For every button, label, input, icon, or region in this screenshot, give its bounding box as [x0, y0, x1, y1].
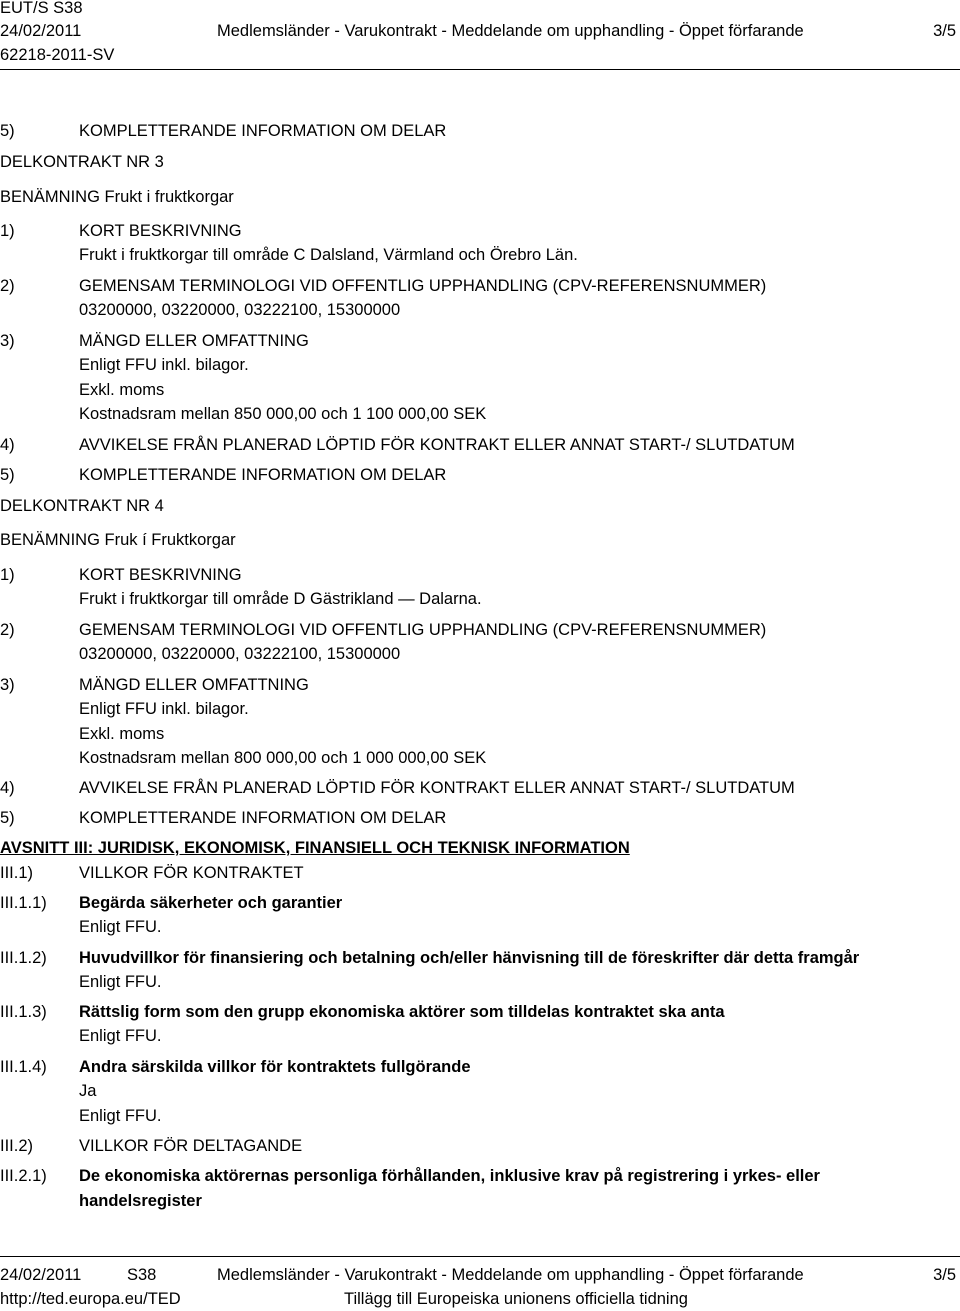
footer-series: S38 [127, 1266, 157, 1284]
iii11-title: Begärda säkerheter och garantier [79, 894, 343, 912]
iii1-number: III.1) [0, 864, 34, 882]
iii11-text: Enligt FFU. [79, 918, 162, 936]
lot3-s5-title: KOMPLETTERANDE INFORMATION OM DELAR [79, 122, 447, 140]
iii13-number: III.1.3) [0, 1003, 47, 1021]
iii12-text: Enligt FFU. [79, 973, 162, 991]
footer-url-link[interactable]: http://ted.europa.eu/TED [0, 1290, 181, 1308]
lot4-s3-line1: Enligt FFU inkl. bilagor. [79, 700, 249, 718]
lot3-number: DELKONTRAKT NR 3 [0, 153, 164, 171]
lot3-s2-number: 2) [0, 277, 15, 295]
lot4-s1-text: Frukt i fruktkorgar till område D Gästrikland — Dalarna. [79, 590, 482, 608]
iii14-title: Andra särskilda villkor för kontraktets fullgörande [79, 1058, 471, 1076]
iii14-line2: Enligt FFU. [79, 1107, 162, 1125]
lot3-s2-text: 03200000, 03220000, 03222100, 15300000 [79, 301, 401, 319]
lot4-s3-line2: Exkl. moms [79, 725, 165, 743]
lot4-s2-number: 2) [0, 621, 15, 639]
iii21-title-line1: De ekonomiska aktörernas personliga förhållanden, inklusive krav på registrering i yrkes- eller [79, 1167, 820, 1185]
iii2-title: VILLKOR FÖR DELTAGANDE [79, 1137, 303, 1155]
lot4-s4-title: AVVIKELSE FRÅN PLANERAD LÖPTID FÖR KONTRAKT ELLER ANNAT START-/ SLUTDATUM [79, 779, 795, 797]
iii12-title: Huvudvillkor för finansiering och betalning och/eller hänvisning till de föreskrifter där detta framgår [79, 949, 860, 967]
lot3-s3-title: MÄNGD ELLER OMFATTNING [79, 332, 309, 350]
lot3-s5-number: 5) [0, 122, 15, 140]
header-title: Medlemsländer - Varukontrakt - Meddelande om upphandling - Öppet förfarande [217, 22, 804, 40]
lot4-s4-number: 4) [0, 779, 15, 797]
footer-title: Medlemsländer - Varukontrakt - Meddelande om upphandling - Öppet förfarande [217, 1266, 804, 1284]
header-page-number: 3/5 [933, 22, 956, 40]
iii21-title-line2: handelsregister [79, 1192, 202, 1210]
lot3-s3-line1: Enligt FFU inkl. bilagor. [79, 356, 249, 374]
lot3-s1-text: Frukt i fruktkorgar till område C Dalsland, Värmland och Örebro Län. [79, 246, 578, 264]
header-notice-id: 62218-2011-SV [0, 46, 115, 64]
footer-date: 24/02/2011 [0, 1266, 82, 1284]
lot4-s2-text: 03200000, 03220000, 03222100, 15300000 [79, 645, 401, 663]
iii13-title: Rättslig form som den grupp ekonomiska aktörer som tilldelas kontraktet ska anta [79, 1003, 725, 1021]
lot4-number: DELKONTRAKT NR 4 [0, 497, 164, 515]
lot3-s4-number: 4) [0, 436, 15, 454]
footer-publication: Tillägg till Europeiska unionens officiella tidning [344, 1290, 688, 1308]
footer-page-number: 3/5 [933, 1266, 956, 1284]
lot4-s3-line3: Kostnadsram mellan 800 000,00 och 1 000 000,00 SEK [79, 749, 487, 767]
iii1-title: VILLKOR FÖR KONTRAKTET [79, 864, 304, 882]
iii13-text: Enligt FFU. [79, 1027, 162, 1045]
iii12-number: III.1.2) [0, 949, 47, 967]
iii2-number: III.2) [0, 1137, 34, 1155]
lot4-s5-title: KOMPLETTERANDE INFORMATION OM DELAR [79, 809, 447, 827]
lot3-s3-number: 3) [0, 332, 15, 350]
lot4-s3-number: 3) [0, 676, 15, 694]
header-journal: EUT/S S38 [0, 0, 83, 17]
iii11-number: III.1.1) [0, 894, 47, 912]
lot3-s5b-title: KOMPLETTERANDE INFORMATION OM DELAR [79, 466, 447, 484]
iii14-number: III.1.4) [0, 1058, 47, 1076]
footer-rule [0, 1256, 960, 1257]
lot4-s5-number: 5) [0, 809, 15, 827]
iii21-number: III.2.1) [0, 1167, 47, 1185]
header-rule [0, 69, 960, 70]
lot3-s4-title: AVVIKELSE FRÅN PLANERAD LÖPTID FÖR KONTRAKT ELLER ANNAT START-/ SLUTDATUM [79, 436, 795, 454]
lot3-s3-line3: Kostnadsram mellan 850 000,00 och 1 100 000,00 SEK [79, 405, 487, 423]
lot4-s3-title: MÄNGD ELLER OMFATTNING [79, 676, 309, 694]
lot3-name: BENÄMNING Frukt i fruktkorgar [0, 188, 234, 206]
lot3-s1-title: KORT BESKRIVNING [79, 222, 242, 240]
lot4-name: BENÄMNING Fruk í Fruktkorgar [0, 531, 236, 549]
section3-heading: AVSNITT III: JURIDISK, EKONOMISK, FINANSIELL OCH TEKNISK INFORMATION [0, 839, 630, 857]
lot3-s5b-number: 5) [0, 466, 15, 484]
lot3-s1-number: 1) [0, 222, 15, 240]
lot4-s2-title: GEMENSAM TERMINOLOGI VID OFFENTLIG UPPHANDLING (CPV-REFERENSNUMMER) [79, 621, 767, 639]
iii14-line1: Ja [79, 1082, 97, 1100]
lot3-s3-line2: Exkl. moms [79, 381, 165, 399]
lot4-s1-title: KORT BESKRIVNING [79, 566, 242, 584]
header-date: 24/02/2011 [0, 22, 82, 40]
lot4-s1-number: 1) [0, 566, 15, 584]
lot3-s2-title: GEMENSAM TERMINOLOGI VID OFFENTLIG UPPHANDLING (CPV-REFERENSNUMMER) [79, 277, 767, 295]
